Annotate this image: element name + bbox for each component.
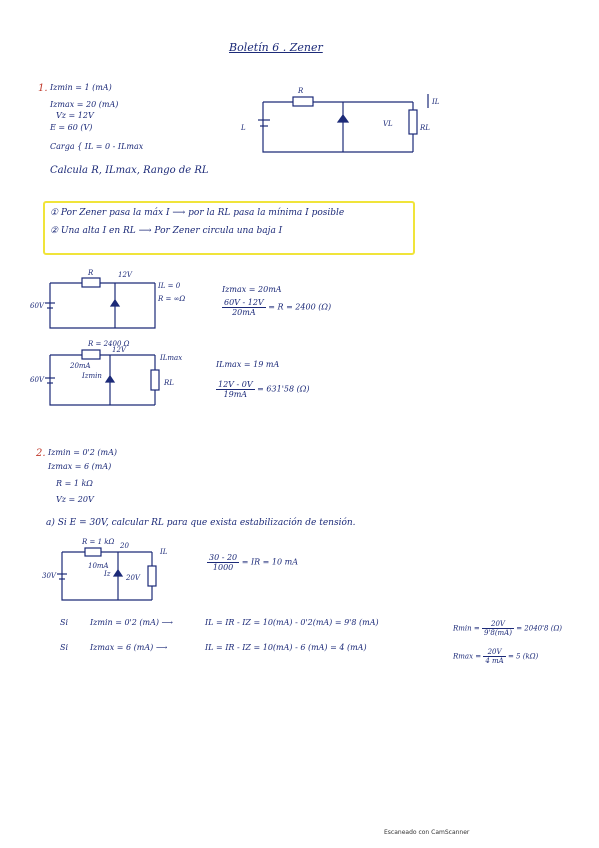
p2-calc-result: = IR = 10 mA: [241, 557, 299, 567]
p1-note-2: ② Una alta I en RL ⟶ Por Zener circula una baja I: [50, 226, 283, 236]
p1-given-izmin: Izmin = 1 (mA): [50, 83, 112, 92]
p2-case-1-eq: IL = IR - IZ = 10(mA) - 0'2(mA) = 9'8 (mA): [205, 618, 379, 627]
p1-note-1: ① Por Zener pasa la máx I ⟶ por la RL pasa la mínima I posible: [50, 208, 345, 218]
p1-calc2-line: ILmax = 19 mA: [216, 360, 280, 369]
c1-label-l: L: [241, 124, 246, 132]
p1-given-e: E = 60 (V): [50, 123, 93, 132]
p2-part-a: a) Si E = 30V, calcular RL para que exista estabilización de tensión.: [46, 518, 356, 528]
p2-case-2-cond: Izmax = 6 (mA) ⟶: [90, 643, 168, 652]
circuit-4: [40, 540, 180, 610]
p2-given-r: R = 1 kΩ: [56, 479, 93, 488]
p2-given-izmin: Izmin = 0'2 (mA): [48, 448, 117, 457]
p1-calc2-result: = 631'58 (Ω): [257, 384, 310, 394]
c1-label-il: IL: [432, 98, 440, 106]
page-title: Boletín 6 . Zener: [229, 41, 323, 54]
c3-label-12v: 12V: [112, 346, 126, 354]
p2-case-2-eq: IL = IR - IZ = 10(mA) - 6 (mA) = 4 (mA): [205, 643, 367, 652]
p1-calc1-result: = R = 2400 (Ω): [268, 302, 332, 312]
c4-label-vz: 20V: [126, 574, 140, 582]
p1-calc2: [216, 380, 309, 399]
p1-given-izmax: Izmax = 20 (mA): [50, 100, 119, 109]
p2-case-1-si: Si: [60, 618, 69, 627]
p2-case-2-si: Si: [60, 643, 69, 652]
p2-given-vz: Vz = 20V: [56, 495, 94, 504]
c2-label-60v: 60V: [30, 302, 44, 310]
c3-label-20ma: 20mA: [70, 362, 91, 370]
problem-2-number: 2.: [36, 448, 46, 459]
c1-label-r: R: [298, 87, 304, 95]
p1-task: Calcula R, ILmax, Rango de RL: [50, 165, 209, 176]
p2-rmin-num: 20V: [482, 620, 514, 629]
p1-calc1-line: Izmax = 20mA: [222, 285, 282, 294]
scanner-footer: Escaneado con CamScanner: [384, 829, 470, 836]
p2-calc-num: 30 - 20: [209, 553, 238, 562]
p1-calc2-num: 12V - 0V: [218, 380, 253, 389]
c2-label-r: R: [88, 269, 94, 277]
circuit-3: [30, 340, 200, 410]
c4-label-il: IL: [160, 548, 168, 556]
p2-rmax-label: Rmax =: [453, 652, 482, 661]
problem-1-number: 1.: [38, 83, 48, 94]
p2-rmin-label: Rmin =: [453, 624, 480, 633]
p2-rmax-den: 4 mA: [485, 657, 504, 665]
p1-calc1: [222, 298, 331, 317]
p1-calc1-den: 20mA: [232, 308, 256, 317]
p2-rmax: [453, 648, 538, 665]
c2-label-rinf: R = ∞Ω: [158, 295, 186, 303]
c3-label-r: R = 2400 Ω: [88, 340, 130, 348]
p2-rmin-result: = 2040'8 (Ω): [516, 624, 562, 633]
p2-rmin-den: 9'8(mA): [483, 629, 512, 637]
c4-label-iz: Iz: [104, 570, 111, 578]
p2-rmax-num: 20V: [483, 648, 505, 657]
c4-label-20: 20: [120, 542, 129, 550]
p2-given-izmax: Izmax = 6 (mA): [48, 462, 112, 471]
c3-label-ilmax: ILmax: [160, 354, 183, 362]
circuit-2: [30, 268, 200, 338]
c3-label-rl: RL: [164, 379, 174, 387]
c1-label-rl: RL: [420, 124, 430, 132]
circuit-1: [238, 82, 448, 162]
p1-calc1-num: 60V - 12V: [224, 298, 264, 307]
c2-label-12v: 12V: [118, 271, 132, 279]
p1-calc2-den: 19mA: [223, 390, 248, 399]
c4-label-e: 30V: [42, 572, 56, 580]
c4-label-r: R = 1 kΩ: [82, 538, 115, 546]
c3-label-60v: 60V: [30, 376, 44, 384]
c4-label-10ma: 10mA: [88, 562, 109, 570]
p2-calc: [207, 553, 298, 572]
p1-given-load: Carga { IL = 0 - ILmax: [50, 142, 144, 151]
c3-label-izmin: Izmin: [82, 372, 102, 380]
c2-label-il0: IL = 0: [158, 282, 181, 290]
p2-calc-den: 1000: [212, 563, 234, 572]
p2-rmin: [453, 620, 562, 637]
c1-label-vl: VL: [383, 120, 393, 128]
p2-case-1-cond: Izmin = 0'2 (mA) ⟶: [90, 618, 173, 627]
p2-rmax-result: = 5 (kΩ): [507, 652, 539, 661]
p1-given-vz: Vz = 12V: [56, 111, 94, 120]
